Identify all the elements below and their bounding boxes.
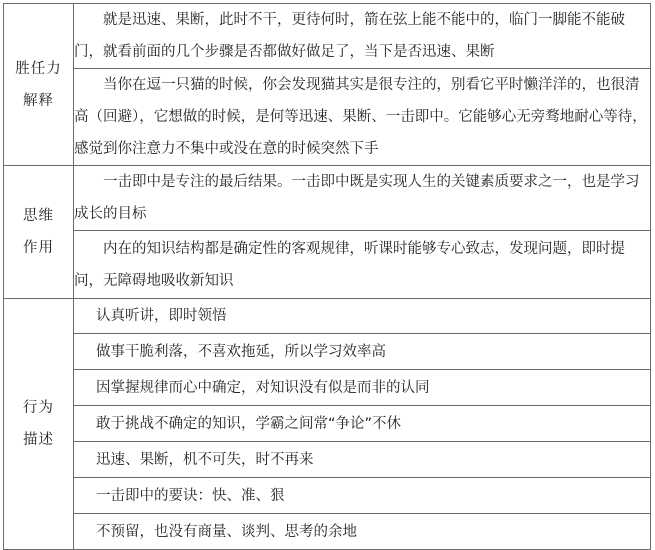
section-label-line: 作用 bbox=[23, 240, 54, 256]
table-row bbox=[4, 370, 651, 406]
table-cell: 认真听讲，即时领悟 bbox=[74, 299, 651, 334]
section-label-line: 行为 bbox=[23, 400, 54, 416]
table-cell: 就是迅速、果断，此时不干，更待何时，箭在弦上能不能中的，临门一脚能不能破门，就看前面的几个步骤是否都做好做足了，当下是否迅速、果断 bbox=[74, 4, 651, 69]
table-row bbox=[4, 4, 651, 69]
section-label-competency bbox=[4, 4, 74, 166]
section-label-line: 思维 bbox=[23, 208, 54, 224]
table-cell: 一击即中是专注的最后结果。一击即中既是实现人生的关键素质要求之一，也是学习成长的目标 bbox=[74, 166, 651, 231]
table-cell: 内在的知识结构都是确定性的客观规律，听课时能够专心致志，发现问题，即时提问，无障碍地吸收新知识 bbox=[74, 231, 651, 299]
table-row bbox=[4, 334, 651, 370]
table-cell: 当你在逗一只猫的时候，你会发现猫其实是很专注的，别看它平时懒洋洋的，也很清高（回避），它想做的时候，是何等迅速、果断、一击即中。它能够心无旁骛地耐心等待，感觉到你注意力不集中或没在意的时候突然下手 bbox=[74, 69, 651, 166]
table-row bbox=[4, 166, 651, 231]
table-row bbox=[4, 406, 651, 442]
table-cell: 一击即中的要诀：快、准、狠 bbox=[74, 478, 651, 514]
table-row bbox=[4, 514, 651, 550]
section-label-behavior bbox=[4, 299, 74, 550]
table-row bbox=[4, 478, 651, 514]
table-cell: 敢于挑战不确定的知识，学霸之间常“争论”不休 bbox=[74, 406, 651, 442]
section-label-line: 解释 bbox=[23, 92, 54, 109]
section-label-line: 描述 bbox=[23, 432, 54, 448]
table-cell: 不预留，也没有商量、谈判、思考的余地 bbox=[74, 514, 651, 550]
section-label-thinking bbox=[4, 166, 74, 299]
table-row bbox=[4, 442, 651, 478]
table-row bbox=[4, 69, 651, 166]
competency-table bbox=[3, 3, 651, 550]
table-cell: 做事干脆利落，不喜欢拖延，所以学习效率高 bbox=[74, 334, 651, 370]
table-row bbox=[4, 299, 651, 334]
table-cell: 迅速、果断，机不可失，时不再来 bbox=[74, 442, 651, 478]
table-cell: 因掌握规律而心中确定，对知识没有似是而非的认同 bbox=[74, 370, 651, 406]
table-row bbox=[4, 231, 651, 299]
section-label-line: 胜任力 bbox=[15, 60, 62, 77]
